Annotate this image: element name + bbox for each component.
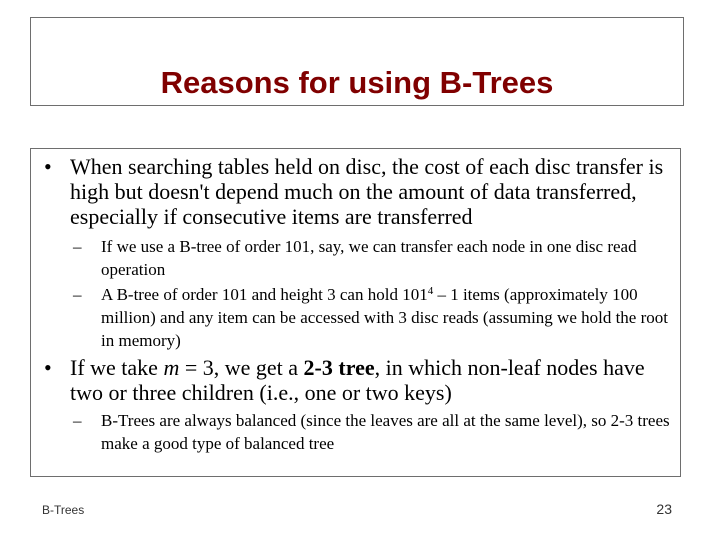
bullet-1-text: When searching tables held on disc, the cost of each disc transfer is high but doesn't depend much on the amount of data transferred, especially if consecutive items are transferred (70, 154, 664, 229)
bullet-2-bold-term: 2-3 tree (303, 355, 375, 380)
sub-bullet-1-2-part1: A B-tree of order 101 and height 3 can hold 101 (101, 285, 428, 304)
page-number: 23 (656, 501, 672, 517)
footer-label: B-Trees (42, 503, 85, 517)
bullet-1 (44, 154, 682, 229)
bullet-2-part1: If we take (70, 355, 164, 380)
bullet-1-marker: • (44, 154, 52, 179)
bullet-2-part2: = 3, we get a (179, 355, 304, 380)
title-box (30, 17, 684, 106)
sub-bullet-1-1 (73, 235, 673, 281)
sub-bullet-2-1-marker: – (73, 411, 82, 430)
sub-bullet-1-2-text (101, 283, 671, 352)
variable-m: m (163, 355, 180, 380)
sub-bullet-2-1 (73, 409, 673, 455)
sub-bullet-1-1-marker: – (73, 237, 82, 256)
bullet-2-marker: • (44, 355, 52, 380)
sub-bullet-2-1-text: B-Trees are always balanced (since the leaves are all at the same level), so 2-3 trees make a good type of balanced tree (101, 411, 670, 453)
bullet-2-text (70, 355, 682, 405)
exponent: 4 (427, 285, 434, 297)
bullet-2-part3: , in which non-leaf nodes have two or three children (i.e., one or two keys) (70, 355, 645, 405)
sub-bullet-1-1-text: If we use a B-tree of order 101, say, we can transfer each node in one disc read operation (101, 237, 637, 279)
slide-title: Reasons for using B-Trees (160, 65, 554, 100)
sub-bullet-1-2-marker: – (73, 285, 82, 304)
sub-bullet-1-2 (73, 283, 673, 352)
bullet-2 (44, 355, 682, 405)
sub-bullet-1-2-part2: – 1 items (approximately 100 million) and any item can be accessed with 3 disc reads (assuming we hold the root in memory) (101, 285, 668, 350)
